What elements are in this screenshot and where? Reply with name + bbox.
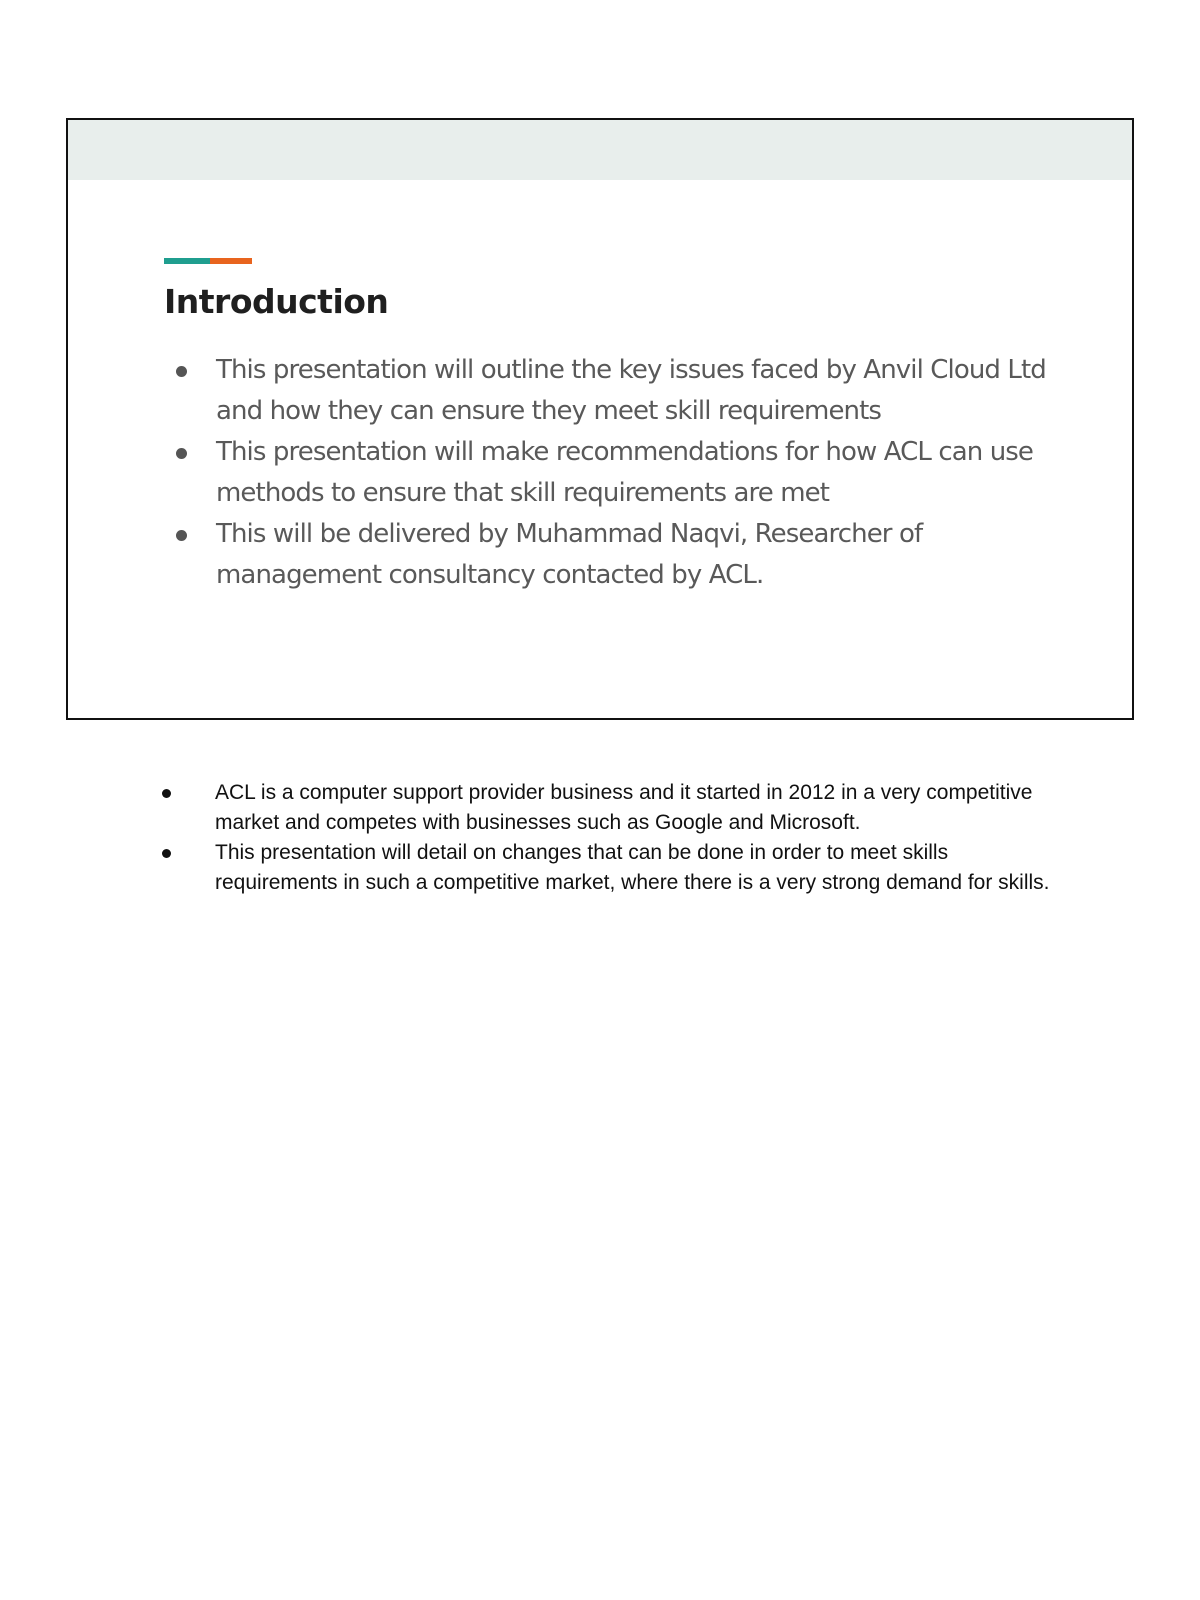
slide-bullet-item xyxy=(164,514,1064,596)
notes-bullet-item xyxy=(160,838,1060,898)
slide-header-band xyxy=(68,120,1132,180)
notes-bullet-text: This presentation will detail on changes that can be done in order to meet skills requirements in such a competitive market, where there is a very strong demand for skills. xyxy=(215,841,1050,894)
slide-bullet-text: This will be delivered by Muhammad Naqvi, Researcher of management consultancy contacted by ACL. xyxy=(216,519,923,590)
slide-bullet-item xyxy=(164,432,1064,514)
slide-frame xyxy=(66,118,1134,720)
slide-bullet-text: This presentation will outline the key issues faced by Anvil Cloud Ltd and how they can ensure they meet skill requirements xyxy=(216,355,1046,426)
bullet-dot-icon xyxy=(176,530,187,541)
bullet-dot-icon xyxy=(176,366,187,377)
bullet-dot-icon xyxy=(176,448,187,459)
bullet-dot-icon xyxy=(162,789,171,798)
bullet-dot-icon xyxy=(162,849,171,858)
slide-title: Introduction xyxy=(164,282,389,321)
title-accent-bar xyxy=(164,258,252,264)
notes-bullet-item xyxy=(160,778,1060,838)
speaker-notes-list xyxy=(160,778,1060,898)
accent-teal-segment xyxy=(164,258,210,264)
notes-bullet-text: ACL is a computer support provider business and it started in 2012 in a very competitive market and competes with businesses such as Google and Microsoft. xyxy=(215,781,1033,834)
accent-orange-segment xyxy=(210,258,252,264)
slide-bullet-list xyxy=(164,350,1064,596)
slide-bullet-text: This presentation will make recommendations for how ACL can use methods to ensure that skill requirements are met xyxy=(216,437,1034,508)
slide-bullet-item xyxy=(164,350,1064,432)
